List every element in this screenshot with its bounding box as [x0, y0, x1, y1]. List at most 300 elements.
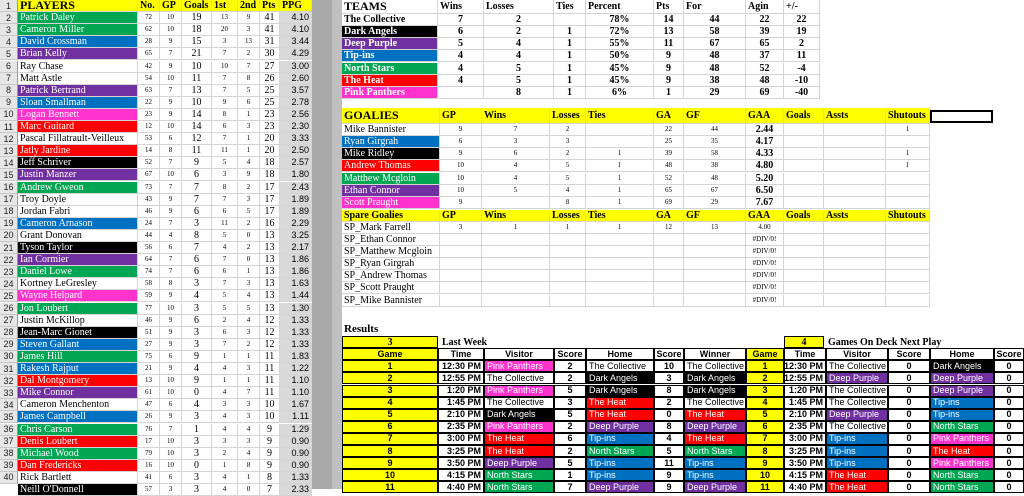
- game-hs[interactable]: 9: [654, 481, 684, 493]
- row-header[interactable]: 33: [0, 387, 18, 399]
- player-no[interactable]: 46: [138, 315, 160, 327]
- goalies-header[interactable]: GOALIES: [342, 108, 440, 124]
- next-game-vs[interactable]: 0: [888, 385, 930, 397]
- player-gp[interactable]: 6: [160, 351, 182, 363]
- player-goals[interactable]: 3: [182, 436, 212, 448]
- player-ppg[interactable]: 4.29: [280, 48, 312, 60]
- spare-goalie-ga[interactable]: [654, 270, 684, 282]
- team-agin[interactable]: 39: [746, 26, 784, 38]
- player-pts[interactable]: 13: [260, 278, 280, 290]
- player-name[interactable]: Pascal Fillatrault-Veilleux: [18, 133, 138, 145]
- row-header[interactable]: 15: [0, 169, 18, 181]
- row-header[interactable]: 11: [0, 121, 18, 133]
- player-ppg[interactable]: 2.29: [280, 218, 312, 230]
- player-ppg[interactable]: 2.17: [280, 242, 312, 254]
- goalie-wins[interactable]: 7: [482, 124, 550, 136]
- row-header[interactable]: 14: [0, 157, 18, 169]
- game-winner[interactable]: Dark Angels: [684, 385, 746, 397]
- player-gp[interactable]: 9: [160, 339, 182, 351]
- player-pts[interactable]: 20: [260, 133, 280, 145]
- player-first[interactable]: 10: [212, 61, 238, 73]
- team-ties[interactable]: 1: [554, 87, 586, 99]
- player-gp[interactable]: 9: [160, 411, 182, 423]
- team-pts[interactable]: 9: [654, 50, 684, 62]
- spare-goalie-name[interactable]: SP_Ethan Connor: [342, 234, 440, 246]
- player-goals[interactable]: 11: [182, 73, 212, 85]
- player-name[interactable]: Justin Manzer: [18, 169, 138, 181]
- spare-goalie-wins[interactable]: [482, 258, 550, 270]
- spare-goalie-shutouts[interactable]: [886, 258, 930, 270]
- player-no[interactable]: 17: [138, 436, 160, 448]
- next-game-visitor[interactable]: Tip-ins: [826, 457, 888, 469]
- next-game-hs[interactable]: 0: [994, 409, 1024, 421]
- game-game[interactable]: 8: [342, 445, 438, 457]
- row-header[interactable]: 39: [0, 460, 18, 472]
- row-header[interactable]: 13: [0, 145, 18, 157]
- goalie-ties[interactable]: [586, 124, 654, 136]
- team-diff[interactable]: 22: [784, 14, 820, 26]
- player-gp[interactable]: 9: [160, 290, 182, 302]
- player-name[interactable]: Troy Doyle: [18, 194, 138, 206]
- goalie-shutouts[interactable]: 1: [886, 124, 930, 136]
- player-pts[interactable]: 11: [260, 375, 280, 387]
- goalie-ga[interactable]: 39: [654, 148, 684, 160]
- goalies-header[interactable]: Assts: [824, 108, 886, 124]
- teams-header[interactable]: Ties: [554, 0, 586, 14]
- goalie-goals[interactable]: [784, 185, 824, 197]
- players-header[interactable]: Pts: [260, 0, 280, 12]
- player-second[interactable]: 1: [238, 145, 260, 157]
- goalie-losses[interactable]: 5: [550, 160, 586, 172]
- goalie-assts[interactable]: [824, 160, 886, 172]
- player-pts[interactable]: 31: [260, 36, 280, 48]
- game-visitor[interactable]: Deep Purple: [484, 457, 554, 469]
- next-game-game[interactable]: 6: [746, 421, 784, 433]
- next-header[interactable]: Score: [888, 348, 930, 360]
- goalie-gf[interactable]: 29: [684, 197, 746, 209]
- player-name[interactable]: Denis Loubert: [18, 436, 138, 448]
- game-game[interactable]: 10: [342, 469, 438, 481]
- team-agin[interactable]: 22: [746, 14, 784, 26]
- player-second[interactable]: 8: [238, 73, 260, 85]
- game-vs[interactable]: 2: [554, 372, 586, 384]
- player-first[interactable]: 6: [212, 206, 238, 218]
- game-game[interactable]: 5: [342, 409, 438, 421]
- player-gp[interactable]: 10: [160, 121, 182, 133]
- goalie-name[interactable]: Mike Ridley: [342, 148, 440, 160]
- player-ppg[interactable]: 1.33: [280, 339, 312, 351]
- game-game[interactable]: 9: [342, 457, 438, 469]
- next-game-game[interactable]: 7: [746, 433, 784, 445]
- player-ppg[interactable]: 1.89: [280, 194, 312, 206]
- player-second[interactable]: 3: [238, 121, 260, 133]
- spare-goalie-name[interactable]: SP_Andrew Thomas: [342, 270, 440, 282]
- player-ppg[interactable]: 1.67: [280, 399, 312, 411]
- goalie-ties[interactable]: [586, 136, 654, 148]
- next-game-hs[interactable]: 0: [994, 481, 1024, 493]
- player-gp[interactable]: 10: [160, 303, 182, 315]
- player-ppg[interactable]: 1.80: [280, 169, 312, 181]
- player-first[interactable]: 6: [212, 327, 238, 339]
- game-home[interactable]: Deep Purple: [586, 481, 654, 493]
- player-pts[interactable]: 11: [260, 351, 280, 363]
- player-no[interactable]: 61: [138, 387, 160, 399]
- goalie-assts[interactable]: [824, 136, 886, 148]
- player-no[interactable]: 47: [138, 399, 160, 411]
- game-home[interactable]: The Heat: [586, 409, 654, 421]
- game-winner[interactable]: Tip-ins: [684, 457, 746, 469]
- spare-goalie-ties[interactable]: 1: [586, 222, 654, 234]
- row-header[interactable]: 24: [0, 278, 18, 290]
- player-name[interactable]: David Crossman: [18, 36, 138, 48]
- player-second[interactable]: 1: [238, 351, 260, 363]
- player-no[interactable]: 59: [138, 290, 160, 302]
- player-name[interactable]: Kortney LeGresley: [18, 278, 138, 290]
- game-time[interactable]: 3:50 PM: [438, 457, 484, 469]
- player-gp[interactable]: 7: [160, 48, 182, 60]
- next-game-game[interactable]: 5: [746, 409, 784, 421]
- player-second[interactable]: 4: [238, 424, 260, 436]
- row-header[interactable]: 19: [0, 218, 18, 230]
- player-ppg[interactable]: 1.63: [280, 278, 312, 290]
- team-wins[interactable]: 5: [438, 38, 484, 50]
- game-visitor[interactable]: The Collective: [484, 372, 554, 384]
- player-goals[interactable]: 18: [182, 24, 212, 36]
- player-goals[interactable]: 8: [182, 230, 212, 242]
- player-name[interactable]: Logan Bennett: [18, 109, 138, 121]
- player-no[interactable]: 27: [138, 339, 160, 351]
- player-gp[interactable]: 9: [160, 36, 182, 48]
- player-name[interactable]: Chris Carson: [18, 424, 138, 436]
- goalie-ga[interactable]: 25: [654, 136, 684, 148]
- player-name[interactable]: James Campbell: [18, 411, 138, 423]
- row-header[interactable]: 34: [0, 399, 18, 411]
- spare-goalie-gf[interactable]: [684, 234, 746, 246]
- player-pts[interactable]: 13: [260, 266, 280, 278]
- spare-goalie-gp[interactable]: [440, 258, 482, 270]
- player-no[interactable]: 73: [138, 182, 160, 194]
- next-game-visitor[interactable]: The Collective: [826, 421, 888, 433]
- player-no[interactable]: 24: [138, 218, 160, 230]
- next-game-game[interactable]: 8: [746, 445, 784, 457]
- spare-goalie-ties[interactable]: [586, 246, 654, 258]
- player-no[interactable]: 12: [138, 121, 160, 133]
- results-header[interactable]: Game: [342, 348, 438, 360]
- spare-goalie-losses[interactable]: [550, 246, 586, 258]
- team-for[interactable]: 48: [684, 63, 746, 75]
- next-game-vs[interactable]: 0: [888, 481, 930, 493]
- player-first[interactable]: 7: [212, 85, 238, 97]
- goalie-wins[interactable]: 4: [482, 173, 550, 185]
- goalie-gp[interactable]: 10: [440, 185, 482, 197]
- player-ppg[interactable]: 1.29: [280, 424, 312, 436]
- row-header[interactable]: 37: [0, 436, 18, 448]
- player-pts[interactable]: 9: [260, 448, 280, 460]
- player-goals[interactable]: 3: [182, 339, 212, 351]
- player-second[interactable]: 5: [238, 85, 260, 97]
- team-diff[interactable]: -4: [784, 63, 820, 75]
- player-first[interactable]: 1: [212, 351, 238, 363]
- team-pct[interactable]: 72%: [586, 26, 654, 38]
- team-agin[interactable]: 69: [746, 87, 784, 99]
- spare-goalie-ga[interactable]: [654, 234, 684, 246]
- spare-goalie-gp[interactable]: [440, 295, 482, 307]
- player-goals[interactable]: 6: [182, 266, 212, 278]
- player-first[interactable]: 6: [212, 266, 238, 278]
- player-name[interactable]: Jatly Jardine: [18, 145, 138, 157]
- player-gp[interactable]: 9: [160, 61, 182, 73]
- player-gp[interactable]: 6: [160, 242, 182, 254]
- player-second[interactable]: 2: [238, 182, 260, 194]
- results-header[interactable]: Time: [438, 348, 484, 360]
- player-first[interactable]: 5: [212, 157, 238, 169]
- game-vs[interactable]: 5: [554, 409, 586, 421]
- player-goals[interactable]: 3: [182, 218, 212, 230]
- player-name[interactable]: Cameron Miller: [18, 24, 138, 36]
- team-name[interactable]: North Stars: [342, 63, 438, 75]
- spare-goalies-header[interactable]: GP: [440, 210, 482, 222]
- game-winner[interactable]: The Collective: [684, 397, 746, 409]
- team-losses[interactable]: 8: [484, 87, 554, 99]
- player-pts[interactable]: 18: [260, 157, 280, 169]
- active-cell-cursor[interactable]: [930, 110, 993, 123]
- next-game-home[interactable]: Deep Purple: [930, 372, 994, 384]
- goalie-ties[interactable]: 1: [586, 173, 654, 185]
- player-pts[interactable]: 12: [260, 327, 280, 339]
- game-home[interactable]: Deep Purple: [586, 421, 654, 433]
- spare-goalie-assts[interactable]: [824, 295, 886, 307]
- player-ppg[interactable]: 0.90: [280, 448, 312, 460]
- next-game-vs[interactable]: 0: [888, 372, 930, 384]
- goalie-shutouts[interactable]: [886, 185, 930, 197]
- game-time[interactable]: 1:45 PM: [438, 397, 484, 409]
- player-ppg[interactable]: 1.86: [280, 266, 312, 278]
- player-gp[interactable]: 7: [160, 266, 182, 278]
- player-goals[interactable]: 6: [182, 206, 212, 218]
- game-time[interactable]: 2:10 PM: [438, 409, 484, 421]
- player-name[interactable]: Cameron Arnason: [18, 218, 138, 230]
- next-game-time[interactable]: 2:35 PM: [784, 421, 826, 433]
- spare-goalie-ga[interactable]: 12: [654, 222, 684, 234]
- players-header[interactable]: Goals: [182, 0, 212, 12]
- player-first[interactable]: 8: [212, 182, 238, 194]
- game-game[interactable]: 3: [342, 385, 438, 397]
- spare-goalie-losses[interactable]: [550, 270, 586, 282]
- player-pts[interactable]: 23: [260, 109, 280, 121]
- next-game-time[interactable]: 12:30 PM: [784, 360, 826, 372]
- row-header[interactable]: 4: [0, 36, 18, 48]
- spare-goalie-gp[interactable]: [440, 246, 482, 258]
- game-home[interactable]: Tip-ins: [586, 457, 654, 469]
- row-header[interactable]: 9: [0, 97, 18, 109]
- player-second[interactable]: 2: [238, 48, 260, 60]
- next-game-visitor[interactable]: The Collective: [826, 397, 888, 409]
- next-game-vs[interactable]: 0: [888, 397, 930, 409]
- goalies-header[interactable]: GP: [440, 108, 482, 124]
- spare-goalie-assts[interactable]: [824, 258, 886, 270]
- game-vs[interactable]: 2: [554, 360, 586, 372]
- team-losses[interactable]: 2: [484, 14, 554, 26]
- row-header[interactable]: 1: [0, 0, 18, 12]
- players-header[interactable]: PLAYERS: [18, 0, 138, 12]
- goalie-shutouts[interactable]: 1: [886, 160, 930, 172]
- next-game-game[interactable]: 4: [746, 397, 784, 409]
- player-first[interactable]: 3: [212, 399, 238, 411]
- team-losses[interactable]: 2: [484, 26, 554, 38]
- goalie-goals[interactable]: [784, 136, 824, 148]
- spare-goalie-gp[interactable]: [440, 234, 482, 246]
- next-game-game[interactable]: 9: [746, 457, 784, 469]
- player-second[interactable]: 2: [238, 242, 260, 254]
- next-game-hs[interactable]: 0: [994, 372, 1024, 384]
- team-for[interactable]: 48: [684, 50, 746, 62]
- player-no[interactable]: 41: [138, 472, 160, 484]
- next-game-time[interactable]: 1:45 PM: [784, 397, 826, 409]
- player-no[interactable]: 54: [138, 73, 160, 85]
- player-goals[interactable]: 10: [182, 97, 212, 109]
- team-ties[interactable]: 1: [554, 50, 586, 62]
- player-pts[interactable]: 13: [260, 254, 280, 266]
- team-pts[interactable]: 11: [654, 38, 684, 50]
- goalie-name[interactable]: Mike Bannister: [342, 124, 440, 136]
- team-for[interactable]: 58: [684, 26, 746, 38]
- game-home[interactable]: Dark Angels: [586, 385, 654, 397]
- game-hs[interactable]: 5: [654, 445, 684, 457]
- goalies-header[interactable]: GAA: [746, 108, 784, 124]
- player-second[interactable]: 3: [238, 327, 260, 339]
- goalie-wins[interactable]: 4: [482, 160, 550, 172]
- spare-goalie-losses[interactable]: [550, 234, 586, 246]
- player-ppg[interactable]: 2.56: [280, 109, 312, 121]
- goalies-header[interactable]: Goals: [784, 108, 824, 124]
- player-first[interactable]: 4: [212, 387, 238, 399]
- player-gp[interactable]: 9: [160, 327, 182, 339]
- spare-goalie-ga[interactable]: [654, 282, 684, 294]
- spare-goalie-ties[interactable]: [586, 270, 654, 282]
- row-header[interactable]: 20: [0, 230, 18, 242]
- goalie-assts[interactable]: [824, 148, 886, 160]
- game-visitor[interactable]: The Collective: [484, 397, 554, 409]
- next-game-home[interactable]: North Stars: [930, 469, 994, 481]
- spare-goalie-gaa[interactable]: #DIV/0!: [746, 258, 784, 270]
- game-vs[interactable]: 5: [554, 457, 586, 469]
- player-no[interactable]: 42: [138, 61, 160, 73]
- player-no[interactable]: 23: [138, 109, 160, 121]
- spare-goalies-header[interactable]: GAA: [746, 210, 784, 222]
- next-game-hs[interactable]: 0: [994, 385, 1024, 397]
- player-no[interactable]: 63: [138, 85, 160, 97]
- spare-goalie-ties[interactable]: [586, 234, 654, 246]
- goalie-name[interactable]: Scott Praught: [342, 197, 440, 209]
- goalie-wins[interactable]: [482, 197, 550, 209]
- player-pts[interactable]: 13: [260, 242, 280, 254]
- player-second[interactable]: 6: [238, 97, 260, 109]
- row-header[interactable]: 12: [0, 133, 18, 145]
- team-for[interactable]: 44: [684, 14, 746, 26]
- game-winner[interactable]: Dark Angels: [684, 372, 746, 384]
- player-ppg[interactable]: 2.43: [280, 182, 312, 194]
- teams-header[interactable]: Pts: [654, 0, 684, 14]
- player-no[interactable]: 43: [138, 194, 160, 206]
- player-name[interactable]: Patrick Bertrand: [18, 85, 138, 97]
- player-name[interactable]: James Hill: [18, 351, 138, 363]
- player-first[interactable]: 7: [212, 48, 238, 60]
- player-second[interactable]: 9: [238, 169, 260, 181]
- game-visitor[interactable]: The Heat: [484, 445, 554, 457]
- spare-goalie-wins[interactable]: [482, 270, 550, 282]
- game-time[interactable]: 4:15 PM: [438, 469, 484, 481]
- spare-goalies-header[interactable]: Assts: [824, 210, 886, 222]
- game-hs[interactable]: 4: [654, 433, 684, 445]
- player-no[interactable]: 77: [138, 303, 160, 315]
- player-second[interactable]: 4: [238, 315, 260, 327]
- row-header[interactable]: 21: [0, 242, 18, 254]
- player-goals[interactable]: 9: [182, 375, 212, 387]
- player-goals[interactable]: 3: [182, 472, 212, 484]
- goalie-ties[interactable]: 1: [586, 185, 654, 197]
- team-diff[interactable]: -40: [784, 87, 820, 99]
- player-goals[interactable]: 3: [182, 411, 212, 423]
- player-gp[interactable]: 4: [160, 230, 182, 242]
- goalie-gp[interactable]: 6: [440, 136, 482, 148]
- player-no[interactable]: 79: [138, 448, 160, 460]
- game-winner[interactable]: Deep Purple: [684, 481, 746, 493]
- team-pct[interactable]: 45%: [586, 75, 654, 87]
- spare-goalies-header[interactable]: GA: [654, 210, 684, 222]
- game-visitor[interactable]: Pink Panthers: [484, 385, 554, 397]
- player-first[interactable]: 7: [212, 194, 238, 206]
- goalie-gaa[interactable]: 4.80: [746, 160, 784, 172]
- player-first[interactable]: 1: [212, 460, 238, 472]
- player-pts[interactable]: 41: [260, 12, 280, 24]
- player-pts[interactable]: 11: [260, 363, 280, 375]
- next-header[interactable]: Score: [994, 348, 1024, 360]
- player-pts[interactable]: 17: [260, 206, 280, 218]
- team-wins[interactable]: 4: [438, 50, 484, 62]
- player-ppg[interactable]: 3.33: [280, 133, 312, 145]
- player-pts[interactable]: 25: [260, 85, 280, 97]
- player-goals[interactable]: 6: [182, 169, 212, 181]
- player-name[interactable]: Dal Montgomery: [18, 375, 138, 387]
- next-game-hs[interactable]: 0: [994, 433, 1024, 445]
- team-ties[interactable]: 1: [554, 26, 586, 38]
- next-header[interactable]: Game: [746, 348, 784, 360]
- spare-goalie-gp[interactable]: [440, 282, 482, 294]
- player-pts[interactable]: 27: [260, 61, 280, 73]
- next-game-time[interactable]: 1:20 PM: [784, 385, 826, 397]
- player-second[interactable]: 1: [238, 266, 260, 278]
- game-home[interactable]: Tip-ins: [586, 433, 654, 445]
- player-pts[interactable]: 8: [260, 472, 280, 484]
- player-second[interactable]: 1: [238, 109, 260, 121]
- game-vs[interactable]: 3: [554, 397, 586, 409]
- teams-header[interactable]: For: [684, 0, 746, 14]
- player-gp[interactable]: 10: [160, 12, 182, 24]
- player-gp[interactable]: 6: [160, 133, 182, 145]
- player-name[interactable]: Jordan Fabri: [18, 206, 138, 218]
- spare-goalies-header[interactable]: Goals: [784, 210, 824, 222]
- team-name[interactable]: Deep Purple: [342, 38, 438, 50]
- players-header[interactable]: PPG: [280, 0, 312, 12]
- goalie-losses[interactable]: 4: [550, 185, 586, 197]
- team-pts[interactable]: 9: [654, 75, 684, 87]
- spare-goalie-name[interactable]: SP_Ryan Girgrah: [342, 258, 440, 270]
- players-header[interactable]: GP: [160, 0, 182, 12]
- game-hs[interactable]: 8: [654, 385, 684, 397]
- next-game-vs[interactable]: 0: [888, 360, 930, 372]
- row-header[interactable]: 22: [0, 254, 18, 266]
- player-second[interactable]: 3: [238, 24, 260, 36]
